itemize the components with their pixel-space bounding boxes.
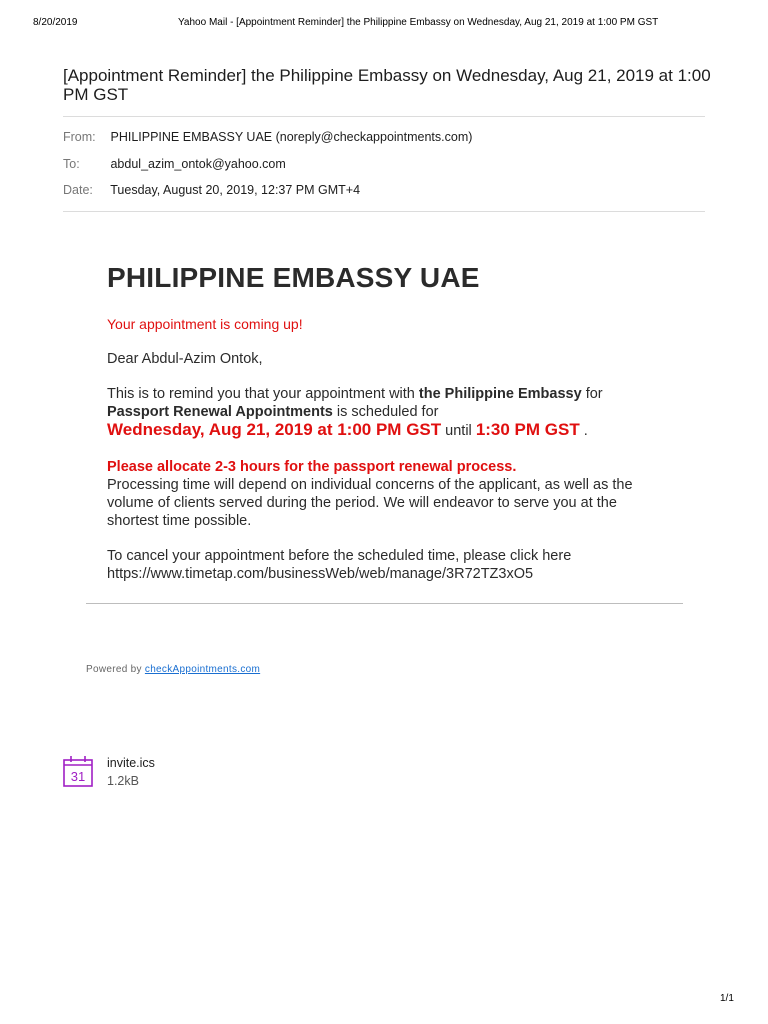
from-row <box>63 129 472 145</box>
powered-by-text: Powered by <box>86 664 145 675</box>
cancel-paragraph <box>107 547 667 583</box>
org-title: PHILIPPINE EMBASSY UAE <box>107 262 480 293</box>
coming-up-notice: Your appointment is coming up! <box>107 316 303 332</box>
reminder-paragraph <box>107 385 667 440</box>
attachment-size: 1.2kB <box>107 774 139 788</box>
reminder-prefix: This is to remind you that your appointment with <box>107 386 419 402</box>
reminder-for: for <box>581 386 603 402</box>
calendar-day: 31 <box>70 769 86 784</box>
powered-by-link[interactable]: checkAppointments.com <box>144 664 261 675</box>
appointment-end: 1:30 PM GST <box>475 420 580 439</box>
attachment[interactable] <box>63 754 263 794</box>
process-paragraph <box>107 458 667 530</box>
appointment-start: Wednesday, Aug 21, 2019 at 1:00 PM GST <box>107 420 442 439</box>
reminder-org: the Philippine Embassy <box>418 386 582 402</box>
reminder-service: Passport Renewal Appointments <box>107 404 333 420</box>
page-number: 1/1 <box>720 993 734 1004</box>
attachment-name: invite.ics <box>107 756 155 770</box>
date-label: Date: <box>63 183 93 197</box>
cancel-url[interactable]: https://www.timetap.com/businessWeb/web/manage/3R72TZ3xO5 <box>107 566 534 582</box>
to-label: To: <box>63 157 80 171</box>
date-row <box>63 182 360 198</box>
reminder-period: . <box>579 423 588 439</box>
from-value[interactable]: PHILIPPINE EMBASSY UAE (noreply@checkappointments.com) <box>110 130 473 144</box>
powered-by <box>86 664 260 675</box>
to-row <box>63 156 286 172</box>
greeting: Dear Abdul-Azim Ontok, <box>107 351 263 367</box>
to-value[interactable]: abdul_azim_ontok@yahoo.com <box>110 157 286 171</box>
footer-divider <box>86 603 683 604</box>
print-date: 8/20/2019 <box>33 17 78 28</box>
body-divider <box>63 211 705 212</box>
allocate-notice: Please allocate 2-3 hours for the passport renewal process. <box>107 459 517 475</box>
reminder-scheduled: is scheduled for <box>332 404 439 420</box>
processing-text: Processing time will depend on individual concerns of the applicant, as well as the volume of clients served during the period. We will endeavor to serve you at the shortest time possible. <box>107 477 633 529</box>
date-value: Tuesday, August 20, 2019, 12:37 PM GMT+4 <box>110 183 361 197</box>
calendar-icon <box>63 755 93 787</box>
print-title: Yahoo Mail - [Appointment Reminder] the Philippine Embassy on Wednesday, Aug 21, 2019 at 1:00 PM GST <box>178 17 659 28</box>
header-divider <box>63 116 705 117</box>
cancel-text: To cancel your appointment before the scheduled time, please click here <box>107 548 572 564</box>
from-label: From: <box>63 130 96 144</box>
email-subject: [Appointment Reminder] the Philippine Embassy on Wednesday, Aug 21, 2019 at 1:00 PM GST <box>63 66 711 104</box>
reminder-until: until <box>441 423 476 439</box>
